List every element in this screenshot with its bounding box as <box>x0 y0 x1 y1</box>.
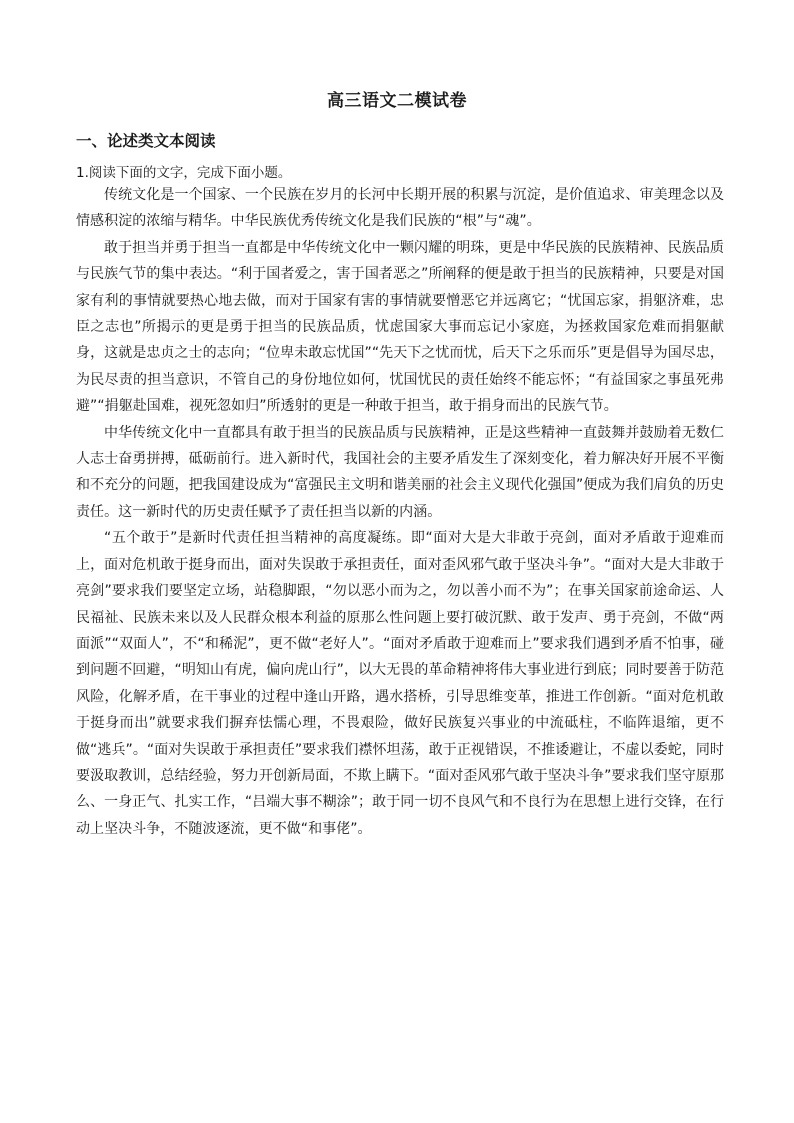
passage-paragraph-4: “五个敢于”是新时代责任担当精神的高度凝练。即“面对大是大非敢于亮剑，面对矛盾敢于迎难而上，面对危机敢于挺身而出，面对失误敢于承担责任，面对歪风邪气敢于坚决斗争”。“面对大是大非敢于亮剑”要求我们要坚定立场，站稳脚跟，“勿以恶小而为之，勿以善小而不为”；在事关国家前途命运、人民福祉、民族未来以及人民群众根本利益的原那么性问题上要打破沉默、敢于发声、勇于亮剑，不做“两面派”“双面人”，不“和稀泥”，更不做“老好人”。“面对矛盾敢于迎难而上”要求我们遇到矛盾不怕事，碰到问题不回避，“明知山有虎，偏向虎山行”，以大无畏的革命精神将伟大事业进行到底；同时要善于防范风险，化解矛盾，在干事业的过程中逢山开路，遇水搭桥，引导思维变革，推进工作创新。“面对危机敢于挺身而出”就要求我们摒弃怯懦心理，不畏艰险，做好民族复兴事业的中流砥柱，不临阵退缩，更不做“逃兵”。“面对失误敢于承担责任”要求我们襟怀坦荡，敢于正视错误，不推诿避让，不虚以委蛇，同时要汲取教训，总结经验，努力开创新局面，不欺上瞒下。“面对歪风邪气敢于坚决斗争”要求我们坚守原那么、一身正气、扎实工作，“吕端大事不糊涂”；敢于同一切不良风气和不良行为在思想上进行交锋，在行动上坚决斗争，不随波逐流，更不做“和事佬”。 <box>76 530 724 837</box>
question-prompt: 1.阅读下面的文字，完成下面小题。 <box>76 165 292 181</box>
passage-paragraph-1: 传统文化是一个国家、一个民族在岁月的长河中长期开展的积累与沉淀，是价值追求、审美理念以及情感积淀的浓缩与精华。中华民族优秀传统文化是我们民族的“根”与“魂”。 <box>76 187 724 230</box>
passage-paragraph-3: 中华传统文化中一直都具有敢于担当的民族品质与民族精神，正是这些精神一直鼓舞并鼓励着无数仁人志士奋勇拼搏，砥砺前行。进入新时代，我国社会的主要矛盾发生了深刻变化，着力解决好开展不平衡和不充分的问题，把我国建设成为“富强民主文明和谐美丽的社会主义现代化强国”便成为我们肩负的历史责任。这一新时代的历史责任赋予了责任担当以新的内涵。 <box>76 424 724 520</box>
passage-paragraph-2: 敢于担当并勇于担当一直都是中华传统文化中一颗闪耀的明珠，更是中华民族的民族精神、民族品质与民族气节的集中表达。“利于国者爱之，害于国者恶之”所阐释的便是敢于担当的民族精神，只要是对国家有利的事情就要热心地去做，而对于国家有害的事情就要憎恶它并远离它；“忧国忘家，捐躯济难，忠臣之志也”所揭示的更是勇于担当的民族品质，忧虑国家大事而忘记小家庭，为拯救国家危难而捐躯献身，这就是忠贞之士的志向；“位卑未敢忘忧国”“先天下之忧而忧，后天下之乐而乐”更是倡导为国尽忠，为民尽责的担当意识，不管自己的身份地位如何，忧国忧民的责任始终不能忘怀；“有益国家之事虽死弗避”“捐躯赴国难，视死忽如归”所透射的更是一种敢于担当，敢于捐身而出的民族气节。 <box>76 239 724 415</box>
passage-body <box>76 182 724 842</box>
document-title: 高三语文二模试卷 <box>327 91 467 111</box>
section-heading: 一、论述类文本阅读 <box>76 132 216 150</box>
